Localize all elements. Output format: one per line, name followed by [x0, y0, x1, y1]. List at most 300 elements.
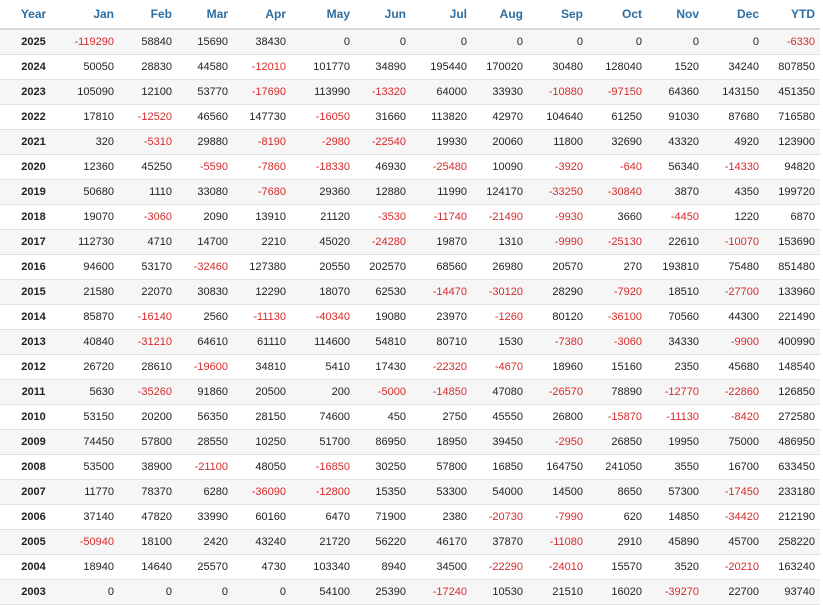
month-cell: -19600: [177, 355, 233, 380]
month-cell: 21580: [67, 280, 119, 305]
month-cell: -3530: [355, 205, 411, 230]
ytd-cell: 851480: [764, 255, 820, 280]
month-cell: -24010: [528, 555, 588, 580]
month-cell: -15870: [588, 405, 647, 430]
year-cell: 2006: [0, 505, 67, 530]
month-cell: -11740: [411, 205, 472, 230]
month-cell: 15160: [588, 355, 647, 380]
month-cell: -3060: [119, 205, 177, 230]
column-header-oct: Oct: [588, 0, 647, 29]
month-cell: -21490: [472, 205, 528, 230]
year-cell: 2010: [0, 405, 67, 430]
month-cell: 0: [233, 580, 291, 605]
column-header-ytd: YTD: [764, 0, 820, 29]
month-cell: 38430: [233, 29, 291, 55]
year-cell: 2021: [0, 130, 67, 155]
month-cell: -18330: [291, 155, 355, 180]
month-cell: -5590: [177, 155, 233, 180]
ytd-cell: 233180: [764, 480, 820, 505]
month-cell: -30840: [588, 180, 647, 205]
month-cell: -10880: [528, 80, 588, 105]
month-cell: -11130: [647, 405, 704, 430]
ytd-cell: -6330: [764, 29, 820, 55]
month-cell: 5630: [67, 380, 119, 405]
month-cell: 30480: [528, 55, 588, 80]
month-cell: 78890: [588, 380, 647, 405]
month-cell: 2750: [411, 405, 472, 430]
month-cell: 2090: [177, 205, 233, 230]
month-cell: 45680: [704, 355, 764, 380]
month-cell: 31660: [355, 105, 411, 130]
month-cell: 2350: [647, 355, 704, 380]
month-cell: 101770: [291, 55, 355, 80]
month-cell: -21100: [177, 455, 233, 480]
month-cell: 33990: [177, 505, 233, 530]
month-cell: 11800: [528, 130, 588, 155]
month-cell: -9900: [704, 330, 764, 355]
year-cell: 2020: [0, 155, 67, 180]
month-cell: -24280: [355, 230, 411, 255]
month-cell: -12520: [119, 105, 177, 130]
month-cell: 127380: [233, 255, 291, 280]
month-cell: -25480: [411, 155, 472, 180]
month-cell: 34810: [233, 355, 291, 380]
month-cell: 30830: [177, 280, 233, 305]
month-cell: 103340: [291, 555, 355, 580]
month-cell: -4450: [647, 205, 704, 230]
month-cell: 3870: [647, 180, 704, 205]
month-cell: 54100: [291, 580, 355, 605]
month-cell: 94600: [67, 255, 119, 280]
ytd-cell: 221490: [764, 305, 820, 330]
ytd-cell: 123900: [764, 130, 820, 155]
month-cell: 53770: [177, 80, 233, 105]
year-cell: 2003: [0, 580, 67, 605]
month-cell: 3520: [647, 555, 704, 580]
month-cell: 85870: [67, 305, 119, 330]
month-cell: 0: [119, 580, 177, 605]
month-cell: -16050: [291, 105, 355, 130]
month-cell: 12100: [119, 80, 177, 105]
month-cell: 13910: [233, 205, 291, 230]
month-cell: 53170: [119, 255, 177, 280]
ytd-cell: 153690: [764, 230, 820, 255]
column-header-jul: Jul: [411, 0, 472, 29]
month-cell: 5410: [291, 355, 355, 380]
ytd-cell: 94820: [764, 155, 820, 180]
month-cell: 80120: [528, 305, 588, 330]
month-cell: 3660: [588, 205, 647, 230]
month-cell: 61250: [588, 105, 647, 130]
table-row: [0, 480, 820, 505]
year-cell: 2022: [0, 105, 67, 130]
month-cell: 4920: [704, 130, 764, 155]
month-cell: 10250: [233, 430, 291, 455]
year-cell: 2014: [0, 305, 67, 330]
month-cell: 26800: [528, 405, 588, 430]
month-cell: 2420: [177, 530, 233, 555]
month-cell: 104640: [528, 105, 588, 130]
table-row: [0, 29, 820, 55]
month-cell: -8190: [233, 130, 291, 155]
month-cell: 15570: [588, 555, 647, 580]
month-cell: 12880: [355, 180, 411, 205]
month-cell: 18070: [291, 280, 355, 305]
month-cell: 19080: [355, 305, 411, 330]
month-cell: 25570: [177, 555, 233, 580]
year-cell: 2015: [0, 280, 67, 305]
column-header-jan: Jan: [67, 0, 119, 29]
month-cell: 56220: [355, 530, 411, 555]
year-cell: 2008: [0, 455, 67, 480]
month-cell: 74600: [291, 405, 355, 430]
month-cell: 53500: [67, 455, 119, 480]
year-cell: 2005: [0, 530, 67, 555]
column-header-jun: Jun: [355, 0, 411, 29]
table-row: [0, 130, 820, 155]
month-cell: 18510: [647, 280, 704, 305]
ytd-cell: 807850: [764, 55, 820, 80]
month-cell: 1110: [119, 180, 177, 205]
year-cell: 2011: [0, 380, 67, 405]
table-body: [0, 29, 820, 605]
month-cell: 4730: [233, 555, 291, 580]
month-cell: 12360: [67, 155, 119, 180]
month-cell: 20550: [291, 255, 355, 280]
column-header-feb: Feb: [119, 0, 177, 29]
year-cell: 2007: [0, 480, 67, 505]
month-cell: -1260: [472, 305, 528, 330]
month-cell: 0: [588, 29, 647, 55]
month-cell: 19870: [411, 230, 472, 255]
month-cell: 0: [647, 29, 704, 55]
month-cell: 29360: [291, 180, 355, 205]
month-cell: 164750: [528, 455, 588, 480]
month-cell: 22610: [647, 230, 704, 255]
table-row: [0, 530, 820, 555]
month-cell: 53150: [67, 405, 119, 430]
month-cell: 80710: [411, 330, 472, 355]
month-cell: -17240: [411, 580, 472, 605]
month-cell: -32460: [177, 255, 233, 280]
table-row: [0, 105, 820, 130]
month-cell: -22540: [355, 130, 411, 155]
month-cell: 45020: [291, 230, 355, 255]
month-cell: 193810: [647, 255, 704, 280]
month-cell: 1310: [472, 230, 528, 255]
ytd-cell: 400990: [764, 330, 820, 355]
table-row: [0, 80, 820, 105]
month-cell: 0: [411, 29, 472, 55]
ytd-cell: 6870: [764, 205, 820, 230]
month-cell: -13320: [355, 80, 411, 105]
year-cell: 2023: [0, 80, 67, 105]
month-cell: 39450: [472, 430, 528, 455]
month-cell: 2380: [411, 505, 472, 530]
table-row: [0, 580, 820, 605]
month-cell: 15690: [177, 29, 233, 55]
month-cell: 105090: [67, 80, 119, 105]
month-cell: 64000: [411, 80, 472, 105]
month-cell: 91860: [177, 380, 233, 405]
month-cell: 4710: [119, 230, 177, 255]
month-cell: 33080: [177, 180, 233, 205]
month-cell: 48050: [233, 455, 291, 480]
month-cell: -7380: [528, 330, 588, 355]
month-cell: 0: [67, 580, 119, 605]
table-row: [0, 505, 820, 530]
month-cell: -14330: [704, 155, 764, 180]
month-cell: -11130: [233, 305, 291, 330]
month-cell: 38900: [119, 455, 177, 480]
month-cell: 1520: [647, 55, 704, 80]
month-cell: 2210: [233, 230, 291, 255]
month-cell: -22860: [704, 380, 764, 405]
table-row: [0, 405, 820, 430]
month-cell: -35260: [119, 380, 177, 405]
table-row: [0, 280, 820, 305]
month-cell: 51700: [291, 430, 355, 455]
table-row: [0, 230, 820, 255]
month-cell: 114600: [291, 330, 355, 355]
month-cell: 128040: [588, 55, 647, 80]
month-cell: -3920: [528, 155, 588, 180]
month-cell: 45250: [119, 155, 177, 180]
month-cell: 30250: [355, 455, 411, 480]
month-cell: 25390: [355, 580, 411, 605]
month-cell: 61110: [233, 330, 291, 355]
month-cell: 64610: [177, 330, 233, 355]
month-cell: 91030: [647, 105, 704, 130]
month-cell: -4670: [472, 355, 528, 380]
ytd-cell: 258220: [764, 530, 820, 555]
month-cell: 6280: [177, 480, 233, 505]
month-cell: 143150: [704, 80, 764, 105]
month-cell: -5310: [119, 130, 177, 155]
month-cell: 19070: [67, 205, 119, 230]
month-cell: 70560: [647, 305, 704, 330]
year-cell: 2018: [0, 205, 67, 230]
month-cell: 8940: [355, 555, 411, 580]
month-cell: 202570: [355, 255, 411, 280]
month-cell: 28150: [233, 405, 291, 430]
month-cell: 10530: [472, 580, 528, 605]
ytd-cell: 633450: [764, 455, 820, 480]
month-cell: -2980: [291, 130, 355, 155]
month-cell: 270: [588, 255, 647, 280]
month-cell: 68560: [411, 255, 472, 280]
month-cell: -33250: [528, 180, 588, 205]
month-cell: 26850: [588, 430, 647, 455]
month-cell: 195440: [411, 55, 472, 80]
month-cell: 42970: [472, 105, 528, 130]
month-cell: 2910: [588, 530, 647, 555]
month-cell: 46170: [411, 530, 472, 555]
month-cell: 34890: [355, 55, 411, 80]
month-cell: 34330: [647, 330, 704, 355]
month-cell: -16140: [119, 305, 177, 330]
header-row: [0, 0, 820, 29]
month-cell: -40340: [291, 305, 355, 330]
month-cell: 50680: [67, 180, 119, 205]
month-cell: 64360: [647, 80, 704, 105]
month-cell: 26980: [472, 255, 528, 280]
month-cell: -26570: [528, 380, 588, 405]
month-cell: 43240: [233, 530, 291, 555]
month-cell: -25130: [588, 230, 647, 255]
month-cell: 1220: [704, 205, 764, 230]
month-cell: -17450: [704, 480, 764, 505]
month-cell: 20570: [528, 255, 588, 280]
month-cell: 58840: [119, 29, 177, 55]
month-cell: 11770: [67, 480, 119, 505]
month-cell: -7860: [233, 155, 291, 180]
month-cell: 14500: [528, 480, 588, 505]
table-row: [0, 55, 820, 80]
year-cell: 2012: [0, 355, 67, 380]
month-cell: 17810: [67, 105, 119, 130]
month-cell: 44580: [177, 55, 233, 80]
month-cell: -36100: [588, 305, 647, 330]
month-cell: 3550: [647, 455, 704, 480]
month-cell: 0: [704, 29, 764, 55]
ytd-cell: 126850: [764, 380, 820, 405]
month-cell: 57800: [411, 455, 472, 480]
table-row: [0, 205, 820, 230]
ytd-cell: 486950: [764, 430, 820, 455]
month-cell: -5000: [355, 380, 411, 405]
month-cell: -12770: [647, 380, 704, 405]
month-cell: 57300: [647, 480, 704, 505]
month-cell: 43320: [647, 130, 704, 155]
month-cell: -97150: [588, 80, 647, 105]
month-cell: 62530: [355, 280, 411, 305]
month-cell: 11990: [411, 180, 472, 205]
ytd-cell: 716580: [764, 105, 820, 130]
month-cell: 34500: [411, 555, 472, 580]
month-cell: 37140: [67, 505, 119, 530]
month-cell: 16700: [704, 455, 764, 480]
column-header-sep: Sep: [528, 0, 588, 29]
month-cell: 620: [588, 505, 647, 530]
ytd-cell: 93740: [764, 580, 820, 605]
month-cell: 78370: [119, 480, 177, 505]
month-cell: 47080: [472, 380, 528, 405]
year-cell: 2017: [0, 230, 67, 255]
table-row: [0, 155, 820, 180]
month-cell: 18960: [528, 355, 588, 380]
table-row: [0, 555, 820, 580]
month-cell: 44300: [704, 305, 764, 330]
column-header-dec: Dec: [704, 0, 764, 29]
month-cell: 23970: [411, 305, 472, 330]
month-cell: 147730: [233, 105, 291, 130]
month-cell: 0: [528, 29, 588, 55]
month-cell: -7990: [528, 505, 588, 530]
month-cell: 28830: [119, 55, 177, 80]
month-cell: -20730: [472, 505, 528, 530]
month-cell: -12010: [233, 55, 291, 80]
month-cell: 21720: [291, 530, 355, 555]
month-cell: 46560: [177, 105, 233, 130]
month-cell: 50050: [67, 55, 119, 80]
month-cell: -30120: [472, 280, 528, 305]
month-cell: 28290: [528, 280, 588, 305]
year-cell: 2016: [0, 255, 67, 280]
year-cell: 2004: [0, 555, 67, 580]
table-row: [0, 380, 820, 405]
month-cell: 21120: [291, 205, 355, 230]
ytd-cell: 451350: [764, 80, 820, 105]
month-cell: 320: [67, 130, 119, 155]
month-cell: -11080: [528, 530, 588, 555]
month-cell: 241050: [588, 455, 647, 480]
table-row: [0, 180, 820, 205]
month-cell: 15350: [355, 480, 411, 505]
month-cell: 19930: [411, 130, 472, 155]
month-cell: 22070: [119, 280, 177, 305]
month-cell: -9990: [528, 230, 588, 255]
month-cell: 2560: [177, 305, 233, 330]
table-row: [0, 430, 820, 455]
month-cell: 14640: [119, 555, 177, 580]
month-cell: 75000: [704, 430, 764, 455]
ytd-cell: 212190: [764, 505, 820, 530]
month-cell: 200: [291, 380, 355, 405]
month-cell: 33930: [472, 80, 528, 105]
month-cell: 0: [355, 29, 411, 55]
month-cell: -16850: [291, 455, 355, 480]
month-cell: -22290: [472, 555, 528, 580]
table-row: [0, 255, 820, 280]
month-cell: 57800: [119, 430, 177, 455]
month-cell: 28610: [119, 355, 177, 380]
month-cell: 8650: [588, 480, 647, 505]
month-cell: 60160: [233, 505, 291, 530]
month-cell: 75480: [704, 255, 764, 280]
month-cell: 18950: [411, 430, 472, 455]
month-cell: -36090: [233, 480, 291, 505]
column-header-year: Year: [0, 0, 67, 29]
month-cell: 0: [291, 29, 355, 55]
month-cell: -14470: [411, 280, 472, 305]
month-cell: 112730: [67, 230, 119, 255]
year-cell: 2013: [0, 330, 67, 355]
month-cell: -17690: [233, 80, 291, 105]
month-cell: 16020: [588, 580, 647, 605]
month-cell: 12290: [233, 280, 291, 305]
ytd-cell: 163240: [764, 555, 820, 580]
month-cell: -9930: [528, 205, 588, 230]
month-cell: 14850: [647, 505, 704, 530]
month-cell: 56350: [177, 405, 233, 430]
month-cell: 14700: [177, 230, 233, 255]
month-cell: -20210: [704, 555, 764, 580]
year-cell: 2025: [0, 29, 67, 55]
month-cell: 29880: [177, 130, 233, 155]
month-cell: 71900: [355, 505, 411, 530]
month-cell: -12800: [291, 480, 355, 505]
year-cell: 2024: [0, 55, 67, 80]
month-cell: 54000: [472, 480, 528, 505]
month-cell: 20200: [119, 405, 177, 430]
month-cell: 45700: [704, 530, 764, 555]
ytd-cell: 199720: [764, 180, 820, 205]
ytd-cell: 148540: [764, 355, 820, 380]
month-cell: 4350: [704, 180, 764, 205]
month-cell: 45550: [472, 405, 528, 430]
month-cell: 34240: [704, 55, 764, 80]
